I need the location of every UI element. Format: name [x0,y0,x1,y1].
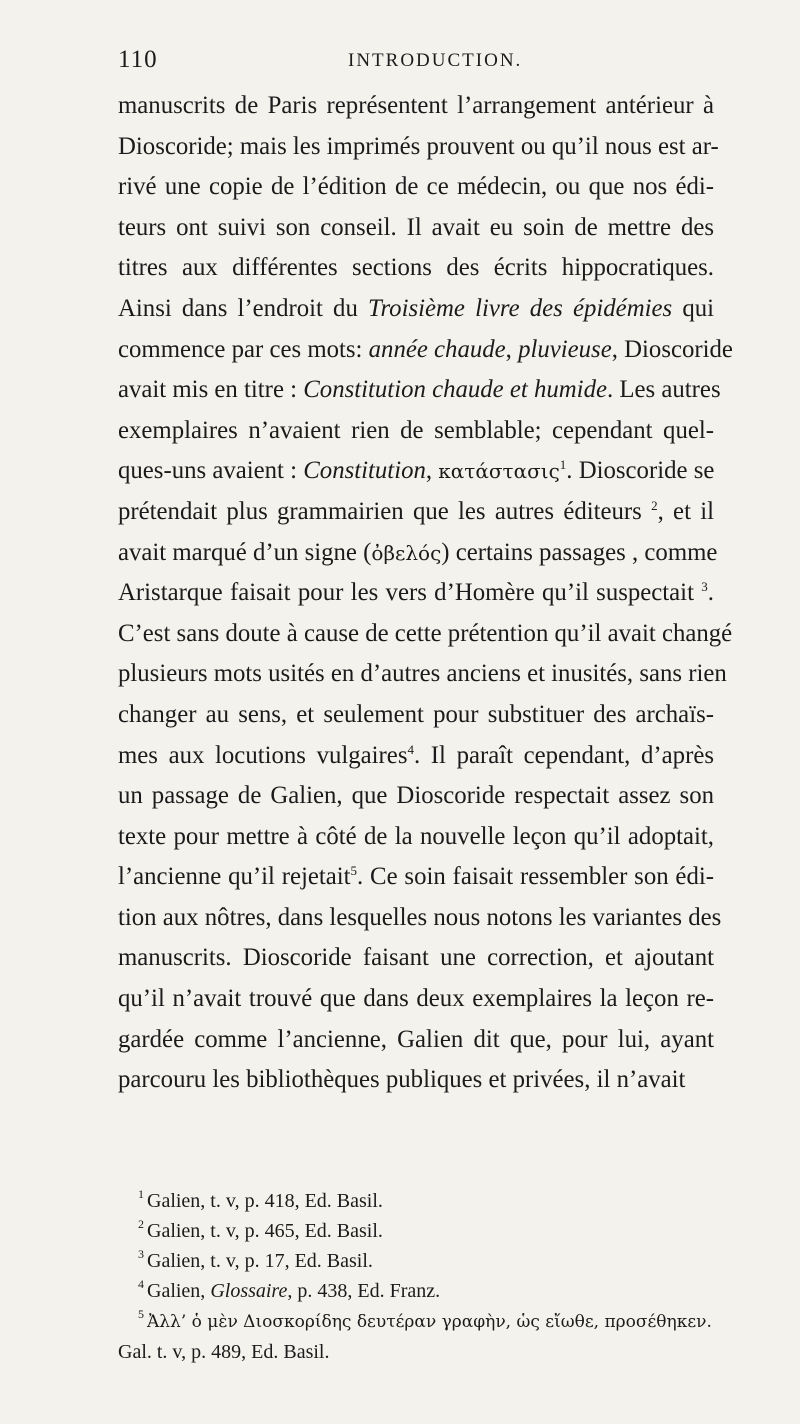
page-number: 110 [118,46,158,73]
text-run: rivé une copie de l’édition de ce médecin, ou que nos édi- [118,173,714,201]
text-line [118,330,733,371]
text-run: plusieurs mots usités en d’autres anciens et inusités, sans rien [118,660,727,688]
text-run: gardée comme l’ancienne, Galien dit que, pour lui, ayant [118,1025,714,1053]
text-run: Galien, t. v, p. 17, Ed. Basil. [147,1250,373,1272]
text-run: . Ce soin faisait ressembler son édi- [357,863,714,891]
footnote-marker: 4 [138,1277,144,1291]
text-run: manuscrits de Paris représentent l’arrangement antérieur à [118,92,714,119]
text-line [118,411,714,452]
text-run: avait marqué d’un signe ( [118,538,372,566]
text-run: qu’il n’avait trouvé que dans deux exemplaires la leçon re- [118,985,714,1013]
text-run: , et il [657,497,715,525]
italic-text: pluvieuse [518,335,612,363]
text-run: Dioscoride; mais les imprimés prouvent ou qu’il nous est ar- [118,132,719,160]
text-line [118,208,714,249]
footnote-marker: 1 [559,457,567,473]
text-run: , p. 438, Ed. Franz. [287,1280,441,1302]
text-line [118,776,714,817]
footnote-marker: 2 [651,497,658,513]
text-run: parcouru les bibliothèques publiques et privées, il n’avait [118,1066,686,1094]
text-line [118,573,714,614]
footnote [118,1216,718,1246]
text-line [118,614,733,655]
text-line [118,248,714,289]
text-run: , Dioscoride [611,335,733,363]
text-run: . Il paraît cependant, d’après [413,741,714,769]
text-line [118,979,714,1020]
text-run: C’est sans doute à cause de cette prétention qu’il avait changé [118,619,733,647]
text-line [118,167,714,208]
footnote [118,1337,718,1367]
text-line [118,451,714,492]
text-run: un passage de Galien, que Dioscoride respectait assez son [118,782,714,810]
footnote-marker: 5 [138,1307,144,1321]
greek-text: ὀβελός [371,540,442,565]
text-line [118,289,714,330]
text-run: Galien, [147,1280,211,1302]
footnote [118,1246,718,1276]
footnote [118,1186,718,1216]
text-line [118,127,719,168]
text-run: prétendait plus grammairien que les autres éditeurs [118,497,652,525]
text-run: Ainsi dans l’endroit du [118,294,369,322]
text-run: . [707,579,714,607]
italic-text: Troisième livre des épidémies [368,294,673,322]
text-line [118,492,714,533]
footnote [118,1276,718,1306]
text-line [118,938,714,979]
text-run: titres aux différentes sections des écrits hippocratiques. [118,254,714,282]
italic-text: Constitution [303,457,426,485]
text-run: tion aux nôtres, dans lesquelles nous notons les variantes des [118,903,722,931]
italic-text: Constitution chaude et humide [303,376,607,404]
text-line [118,817,714,858]
text-line [118,898,722,939]
text-line [118,654,727,695]
text-line [118,1020,714,1061]
text-run: qui [672,294,715,322]
text-line [118,370,721,411]
text-run: l’ancienne qu’il rejetait [118,863,351,891]
footnote-marker: 3 [701,579,708,595]
page-header [118,46,718,80]
main-text [118,86,733,1101]
text-run: avait mis en titre : [118,376,304,404]
text-run: changer au sens, et seulement pour substituer des archaïs- [118,700,714,728]
text-run: Gal. t. v, p. 489, Ed. Basil. [118,1341,330,1363]
footnotes [118,1186,718,1367]
greek-text: κατάστασις [438,459,560,484]
running-head: INTRODUCTION. [348,50,523,71]
footnote-marker: 5 [350,863,358,879]
footnote [118,1306,718,1337]
footnote-marker: 2 [138,1217,144,1231]
greek-text: Ἀλλ’ ὁ μὲν Διοσκορίδης δευτέραν γραφὴν, ὡς εἴωθε, προσέθηκεν. [147,1312,712,1332]
footnote-marker: 1 [138,1187,144,1201]
text-line [118,736,714,777]
text-line [118,86,714,127]
text-run: Aristarque faisait pour les vers d’Homère qu’il suspectait [118,579,702,607]
text-run: commence par ces mots: [118,335,369,363]
text-run: Galien, t. v, p. 418, Ed. Basil. [147,1190,383,1212]
footnote-marker: 4 [407,741,414,757]
italic-text: année chaude [368,335,506,363]
text-line [118,857,714,898]
text-run: mes aux locutions vulgaires [118,741,408,769]
text-run: ) certains passages , comme [441,538,718,566]
footnote-marker: 3 [138,1247,144,1261]
italic-text: Glossaire [210,1280,288,1302]
text-line [118,533,718,574]
text-run: , [505,335,519,363]
text-run: manuscrits. Dioscoride faisant une correction, et ajoutant [118,944,714,972]
text-run: texte pour mettre à côté de la nouvelle leçon qu’il adoptait, [118,822,714,850]
text-run: ques-uns avaient : [118,457,304,485]
text-run: , [425,457,439,485]
text-run: . Les autres [606,376,721,404]
text-line [118,1060,714,1101]
text-run: teurs ont suivi son conseil. Il avait eu soin de mettre des [118,213,714,241]
text-run: exemplaires n’avaient rien de semblable; cependant quel- [118,416,714,444]
text-line [118,695,714,736]
text-run: . Dioscoride se [566,457,715,485]
text-run: Galien, t. v, p. 465, Ed. Basil. [147,1220,383,1242]
